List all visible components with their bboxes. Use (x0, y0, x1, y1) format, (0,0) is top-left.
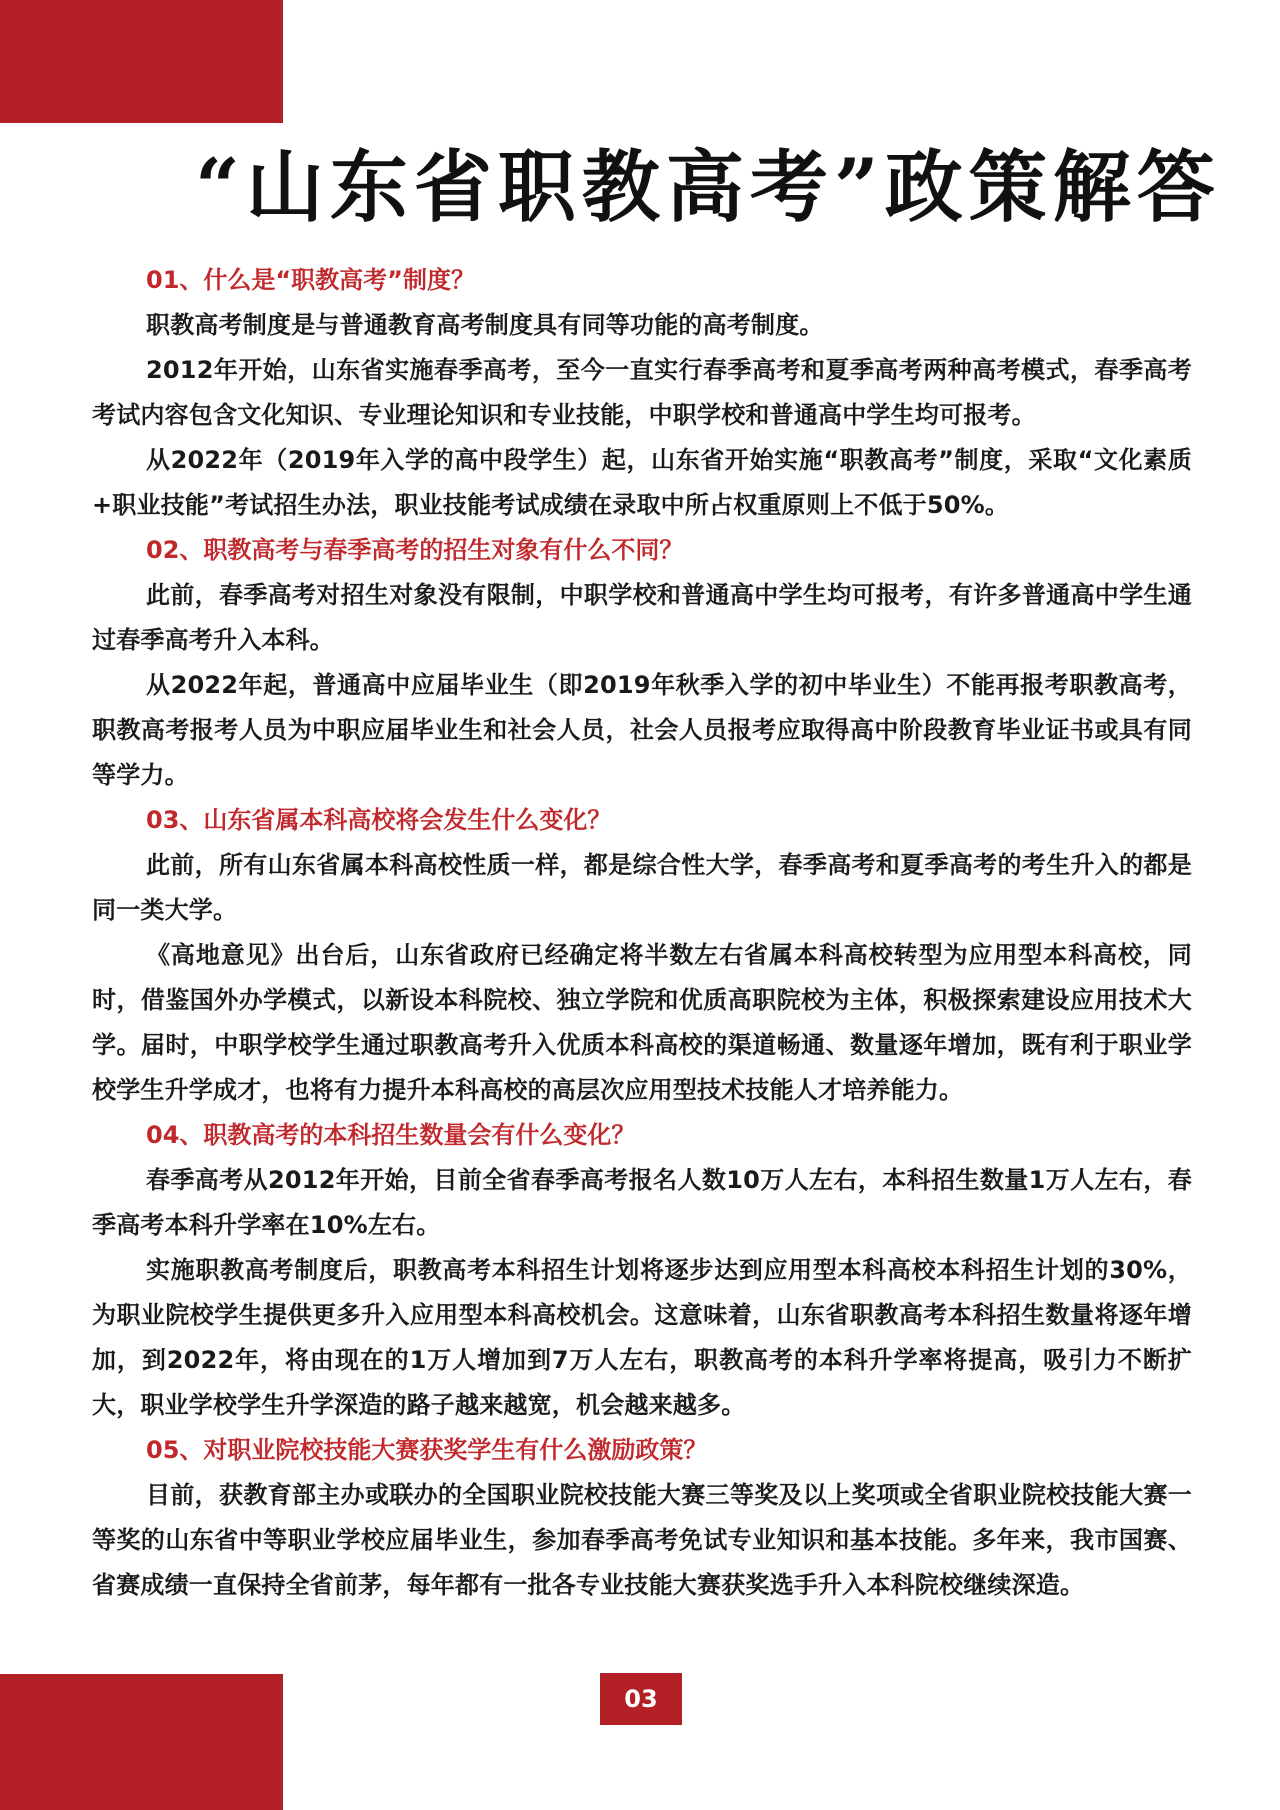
answer-paragraph: 此前，春季高考对招生对象没有限制，中职学校和普通高中学生均可报考，有许多普通高中学生通过春季高考升入本科。 (92, 581, 1192, 654)
question-heading: 01、什么是“职教高考”制度？ (146, 266, 475, 294)
question-heading: 02、职教高考与春季高考的招生对象有什么不同？ (146, 536, 684, 564)
section-02 (92, 528, 1192, 798)
question-heading: 03、山东省属本科高校将会发生什么变化？ (146, 806, 612, 834)
bottom-left-red-block (0, 1674, 283, 1810)
answer-paragraph: 目前，获教育部主办或联办的全国职业院校技能大赛三等奖及以上奖项或全省职业院校技能大赛一等奖的山东省中等职业学校应届毕业生，参加春季高考免试专业知识和基本技能。多年来，我市国赛、省赛成绩一直保持全省前茅，每年都有一批各专业技能大赛获奖选手升入本科院校继续深造。 (92, 1481, 1192, 1599)
answer-paragraph: 职教高考制度是与普通教育高考制度具有同等功能的高考制度。 (146, 311, 824, 339)
section-01 (92, 258, 1192, 528)
answer-paragraph: 此前，所有山东省属本科高校性质一样，都是综合性大学，春季高考和夏季高考的考生升入的都是同一类大学。 (92, 851, 1192, 924)
question-heading: 04、职教高考的本科招生数量会有什么变化？ (146, 1121, 636, 1149)
page-title: “山东省职教高考”政策解答 (195, 142, 1221, 233)
answer-paragraph: 春季高考从2012年开始，目前全省春季高考报名人数10万人左右，本科招生数量1万人左右，春季高考本科升学率在10%左右。 (92, 1166, 1192, 1239)
answer-paragraph: 从2022年起，普通高中应届毕业生（即2019年秋季入学的初中毕业生）不能再报考职教高考，职教高考报考人员为中职应届毕业生和社会人员，社会人员报考应取得高中阶段教育毕业证书或具有同等学力。 (92, 671, 1192, 789)
top-left-red-block (0, 0, 283, 123)
page-number: 03 (600, 1673, 682, 1725)
answer-paragraph: 从2022年（2019年入学的高中段学生）起，山东省开始实施“职教高考”制度，采取“文化素质+职业技能”考试招生办法，职业技能考试成绩在录取中所占权重原则上不低于50%。 (92, 446, 1192, 519)
answer-paragraph: 《高地意见》出台后，山东省政府已经确定将半数左右省属本科高校转型为应用型本科高校，同时，借鉴国外办学模式，以新设本科院校、独立学院和优质高职院校为主体，积极探索建设应用技术大学。届时，中职学校学生通过职教高考升入优质本科高校的渠道畅通、数量逐年增加，既有利于职业学校学生升学成才，也将有力提升本科高校的高层次应用型技术技能人才培养能力。 (92, 941, 1192, 1104)
section-04 (92, 1113, 1192, 1428)
section-05 (92, 1428, 1192, 1608)
answer-paragraph: 实施职教高考制度后，职教高考本科招生计划将逐步达到应用型本科高校本科招生计划的30%，为职业院校学生提供更多升入应用型本科高校机会。这意味着，山东省职教高考本科招生数量将逐年增加，到2022年，将由现在的1万人增加到7万人左右，职教高考的本科升学率将提高，吸引力不断扩大，职业学校学生升学深造的路子越来越宽，机会越来越多。 (92, 1256, 1192, 1419)
policy-content (92, 258, 1192, 1608)
answer-paragraph: 2012年开始，山东省实施春季高考，至今一直实行春季高考和夏季高考两种高考模式，春季高考考试内容包含文化知识、专业理论知识和专业技能，中职学校和普通高中学生均可报考。 (92, 356, 1192, 429)
section-03 (92, 798, 1192, 1113)
question-heading: 05、对职业院校技能大赛获奖学生有什么激励政策？ (146, 1436, 708, 1464)
